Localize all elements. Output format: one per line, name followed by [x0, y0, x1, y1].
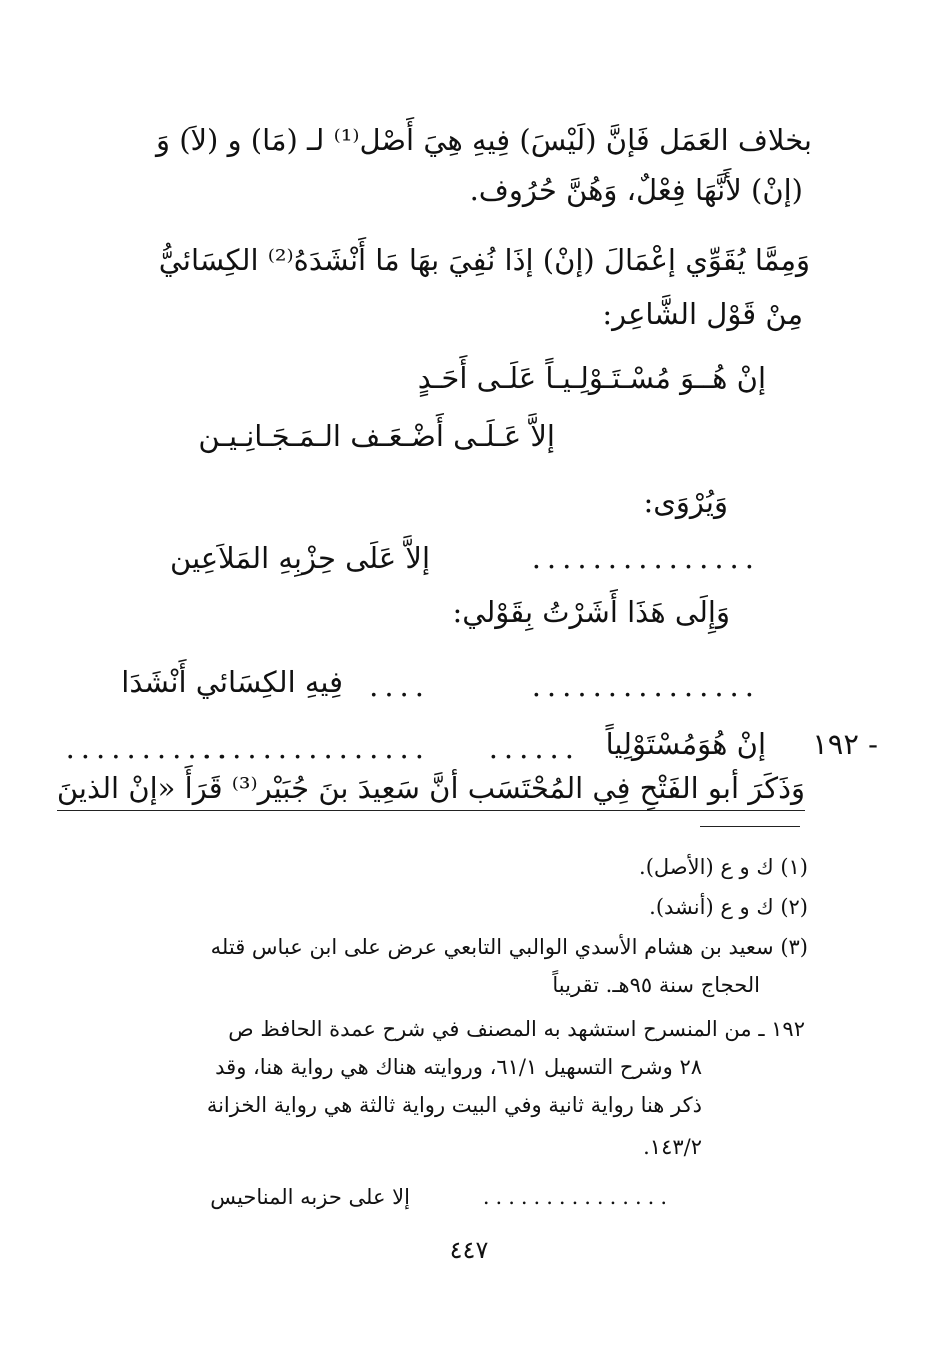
variant-text: إلاَّ عَلَى حِزْبِهِ المَلاَعِين — [170, 541, 430, 575]
footnote-verse-text: إلا على حزبه المناحيس — [210, 1185, 410, 1209]
own-verse-text: فِيهِ الكِسَائي أَنْشَدَا — [121, 665, 343, 699]
numbered-verse-text: إنْ هُوَمُسْتَوْلِياً — [605, 727, 766, 761]
body-line-1: بخلاف العَمَل فَإنَّ (لَيْسَ) فِيهِ هِيَ أَصْل⁽¹⁾ لـ (مَا) و (لاَ) وَ — [155, 123, 812, 157]
footnote-1: (١) ك و ع (الأصل). — [639, 855, 808, 879]
verse-number: - ١٩٢ — [812, 727, 878, 761]
body-line-3: وَمِمَّا يُقَوِّي إعْمَالَ (إنْ) إذَا نُفِيَ بهَا مَا أَنْشَدَهُ⁽²⁾ الكِسَائيُّ — [158, 243, 810, 277]
own-verse-dots-1: ............... — [531, 669, 760, 703]
footnote-192-line-4: ١٤٣/٢. — [643, 1135, 702, 1159]
footnote-3-line-1: (٣) سعيد بن هشام الأسدي الوالبي التابعي عرض على ابن عباس قتله — [210, 935, 808, 959]
variant-label: وَيُرْوَى: — [643, 485, 728, 519]
footnote-3-line-2: الحجاج سنة ٩٥هـ. تقريباً — [552, 973, 760, 997]
footnote-separator — [700, 826, 800, 827]
body-last-line: وَذَكَرَ أبو الفَتْحِ فِي المُحْتَسَب أنَّ سَعِيدَ بنَ جُبَيْر⁽³⁾ قَرَأَ «إنْ الذينَ — [57, 766, 805, 811]
own-verse-dots-2: .... — [369, 669, 430, 703]
verse-hemistich-2: إلاَّ عَـلَـى أَضْـعَـف الـمَـجَـانِـيـن — [198, 419, 555, 453]
footnote-2: (٢) ك و ع (أنشد). — [649, 895, 808, 919]
numbered-verse-dots-1: ...... — [488, 731, 580, 765]
footnote-192-line-1: ١٩٢ ـ من المنسرح استشهد به المصنف في شرح عمدة الحافظ ص — [228, 1017, 805, 1041]
variant-dots: ............... — [531, 541, 760, 575]
footnote-verse-dots: ............... — [482, 1185, 673, 1209]
page-number: ٤٤٧ — [449, 1236, 489, 1264]
numbered-verse-dots-2: ............... — [201, 731, 430, 765]
pointed-label: وَإِلَى هَذَا أَشَرْتُ بِقَوْلي: — [452, 595, 730, 629]
footnote-192-line-2: ٢٨ وشرح التسهيل ٦١/١، وروايته هناك هي رواية هنا، وقد — [215, 1055, 702, 1079]
numbered-verse-dots-3: ........... — [65, 731, 233, 765]
footnote-192-line-3: ذكر هنا رواية ثانية وفي البيت رواية ثالثة هي رواية الخزانة — [206, 1093, 702, 1117]
verse-hemistich-1: إنْ هُــوَ مُسْـتَـوْلِـيـاً عَلَـى أَحَـدٍ — [417, 361, 766, 395]
body-line-4: مِنْ قَوْل الشَّاعِر: — [602, 297, 803, 331]
body-line-2: (إنْ) لأَنَّهَا فِعْلٌ، وَهُنَّ حُرُوف. — [469, 173, 803, 207]
